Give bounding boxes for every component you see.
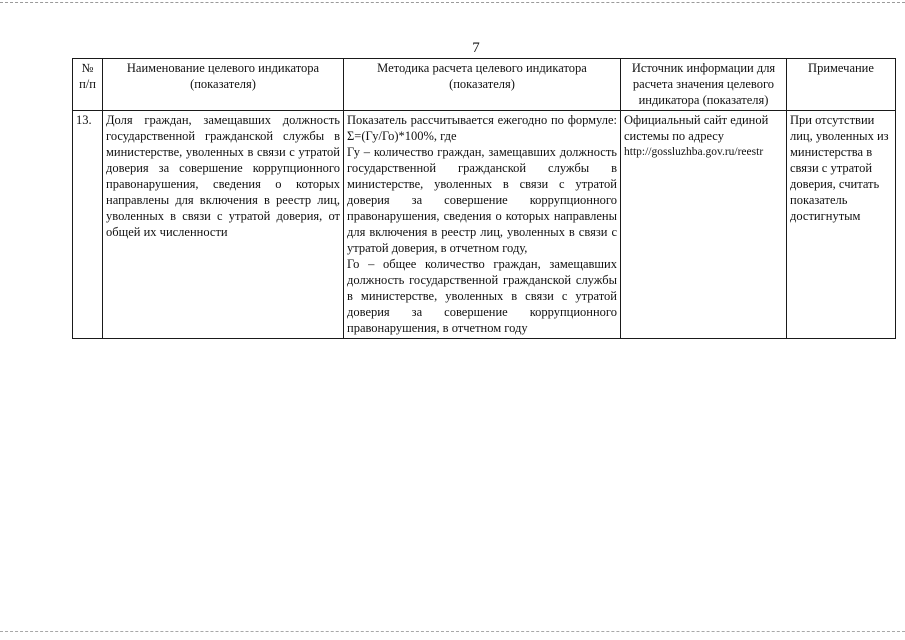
header-number-symbol: № bbox=[81, 61, 94, 75]
note-cell: При отсутствии лиц, уволенных из министерства в связи с утратой доверия, считать показатель достигнутым bbox=[787, 111, 896, 339]
method-gu-definition: Гу – количество граждан, замещавших должность государственной гражданской службы в министерстве, уволенных в связи с утратой доверия за совершение коррупционного правонарушения, сведения о которых направлены для включения в реестр лиц, уволенных в связи с утратой доверия, в отчетном году, bbox=[347, 145, 617, 255]
header-information-source: Источник информации для расчета значения целевого индикатора (показателя) bbox=[621, 59, 787, 111]
indicator-name-cell: Доля граждан, замещавших должность государственной гражданской службы в министерстве, уволенных в связи с утратой доверия за совершение коррупционного правонарушения, сведения о которых направлены для включения в реестр лиц, уволенных в связи с утратой доверия, от общей их численности bbox=[103, 111, 344, 339]
table-header-row bbox=[73, 59, 896, 111]
header-note: Примечание bbox=[787, 59, 896, 111]
information-source-cell bbox=[621, 111, 787, 339]
page-number: 7 bbox=[472, 40, 480, 56]
table-row bbox=[73, 111, 896, 339]
scan-edge-top bbox=[0, 2, 905, 3]
scan-edge-bottom bbox=[0, 631, 905, 632]
header-indicator-name: Наименование целевого индикатора (показателя) bbox=[103, 59, 344, 111]
indicator-table bbox=[72, 58, 896, 339]
source-url-link[interactable]: http://gossluzhba.gov.ru/reestr bbox=[624, 146, 764, 158]
row-number: 13. bbox=[73, 111, 103, 339]
header-number-abbr: п/п bbox=[79, 77, 96, 91]
calculation-method-cell bbox=[344, 111, 621, 339]
header-number bbox=[73, 59, 103, 111]
method-go-definition: Го – общее количество граждан, замещавших должность государственной гражданской службы в министерстве, уволенных в связи с утратой доверия за совершение коррупционного правонарушения, в отчетном году bbox=[347, 257, 617, 335]
method-formula-text: Показатель рассчитывается ежегодно по формуле: Σ=(Гу/Го)*100%, где bbox=[347, 113, 617, 143]
source-text: Официальный сайт единой системы по адресу bbox=[624, 113, 769, 143]
header-calculation-method: Методика расчета целевого индикатора (показателя) bbox=[344, 59, 621, 111]
